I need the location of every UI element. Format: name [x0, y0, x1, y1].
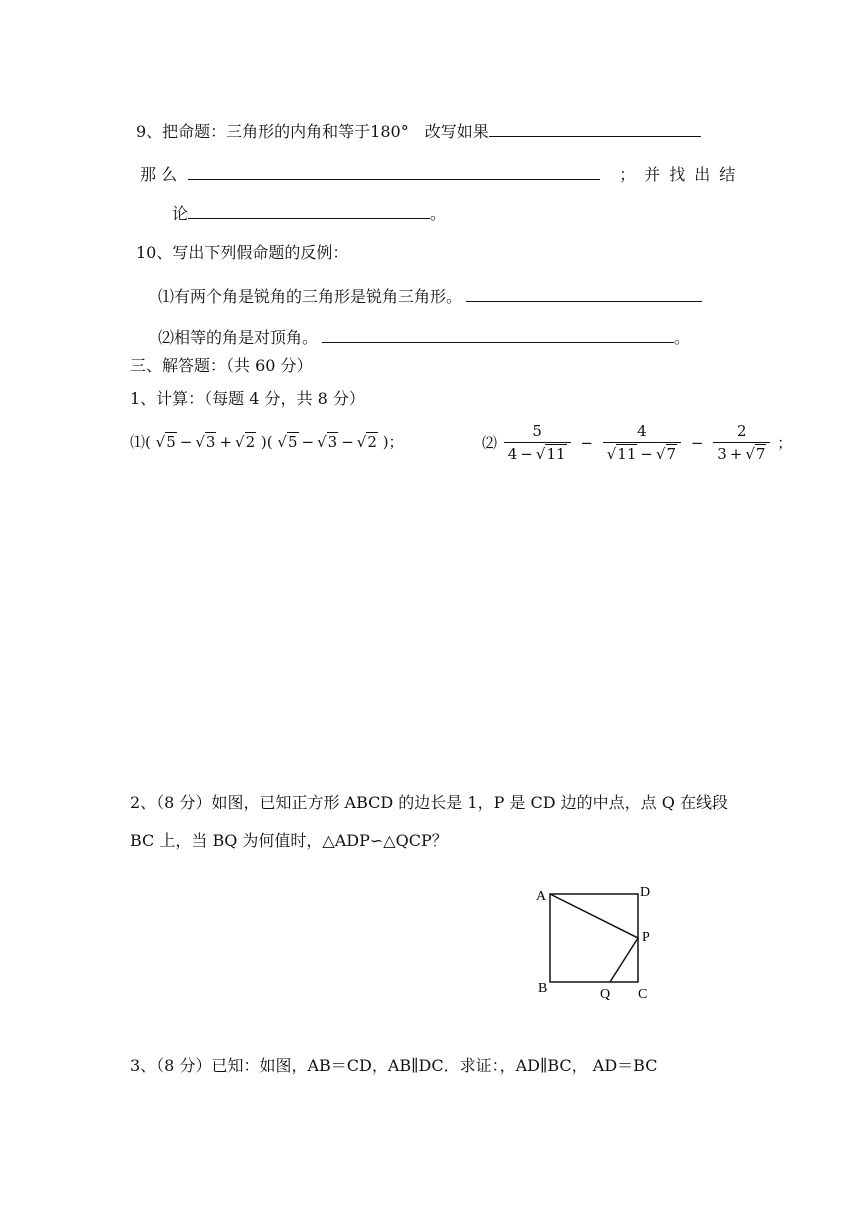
q10-item2 — [158, 326, 690, 348]
minus-sign: − — [179, 433, 193, 451]
paren-close-1: ) — [260, 433, 267, 451]
p1-part1-end: ； — [388, 433, 404, 451]
p1-part2-expression — [482, 422, 792, 463]
section3-title: 三、解答题：（共 60 分） — [130, 356, 313, 375]
fraction-1: $\frac{5}{4 - √11}$ — [504, 422, 571, 463]
paren-open-2: ( — [266, 433, 273, 451]
q9-tail: ；并找出结 — [619, 165, 745, 184]
p1-part1-expression — [130, 430, 404, 454]
minus-sign: − — [301, 433, 315, 451]
q9-conclusion-label: 论 — [172, 204, 189, 223]
p2-line2: BC 上，当 BQ 为何值时，△ADP∽△QCP？ — [130, 831, 448, 850]
q10-item1-blank[interactable] — [466, 285, 702, 302]
q9-blank-then[interactable] — [188, 163, 600, 180]
label-b: B — [538, 981, 548, 996]
p1-part1-label: ⑴ — [130, 433, 146, 451]
q9-line2 — [140, 163, 744, 185]
label-a: A — [536, 889, 547, 904]
q10-title: 10、写出下列假命题的反例： — [136, 243, 349, 262]
q9-text: 9、把命题：三角形的内角和等于180° 改写如果 — [136, 122, 489, 141]
sqrt-2-b: √2 — [356, 433, 377, 451]
q10-item1 — [158, 285, 702, 307]
sqrt-5-a: √5 — [155, 433, 176, 451]
q9-then-label: 那 么 — [140, 165, 178, 184]
segment-pq — [610, 938, 638, 982]
label-q: Q — [600, 987, 611, 1002]
p3-line1: 3、（8 分）已知：如图，AB＝CD，AB∥DC．求证：，AD∥BC， AD＝BC — [130, 1056, 658, 1075]
minus-sign: − — [690, 433, 704, 452]
sqrt-3-b: √3 — [317, 433, 338, 451]
q9-line1 — [136, 120, 701, 142]
q10-item1-text: ⑴有两个角是锐角的三角形是锐角三角形。 — [158, 287, 463, 306]
paren-open-1: ( — [145, 433, 151, 451]
sqrt-2-a: √2 — [235, 433, 256, 451]
segment-ap — [550, 894, 638, 938]
q9-line3 — [172, 202, 446, 224]
label-p: P — [642, 930, 650, 945]
q9-blank-conclusion[interactable] — [188, 202, 430, 219]
p1-part2-label: ⑵ — [482, 434, 498, 452]
square-abcd — [550, 894, 638, 982]
minus-sign: − — [341, 433, 354, 451]
q9-end: 。 — [430, 204, 447, 223]
plus-sign: + — [219, 433, 233, 451]
q10-item2-blank[interactable] — [322, 326, 674, 343]
fraction-3: $\frac{2}{3 + √7}$ — [713, 422, 770, 463]
label-d: D — [640, 885, 651, 900]
minus-sign: − — [580, 433, 593, 452]
q10-item2-end: 。 — [674, 328, 691, 347]
sqrt-3-a: √3 — [195, 433, 216, 451]
q9-blank-if[interactable] — [489, 120, 701, 137]
paren-close-2: ) — [382, 433, 389, 451]
q10-item2-text: ⑵相等的角是对顶角。 — [158, 328, 319, 347]
p2-line1: 2、（8 分）如图，已知正方形 ABCD 的边长是 1，P 是 CD 边的中点，点 Q 在线段 — [130, 793, 728, 812]
sqrt-5-b: √5 — [277, 433, 298, 451]
p1-title: 1、计算：（每题 4 分，共 8 分） — [130, 389, 365, 408]
square-figure — [530, 878, 660, 1008]
p1-part2-end: ； — [777, 434, 793, 452]
fraction-2: $\frac{4}{√11 - √7}$ — [603, 422, 681, 463]
label-c: C — [638, 987, 648, 1002]
